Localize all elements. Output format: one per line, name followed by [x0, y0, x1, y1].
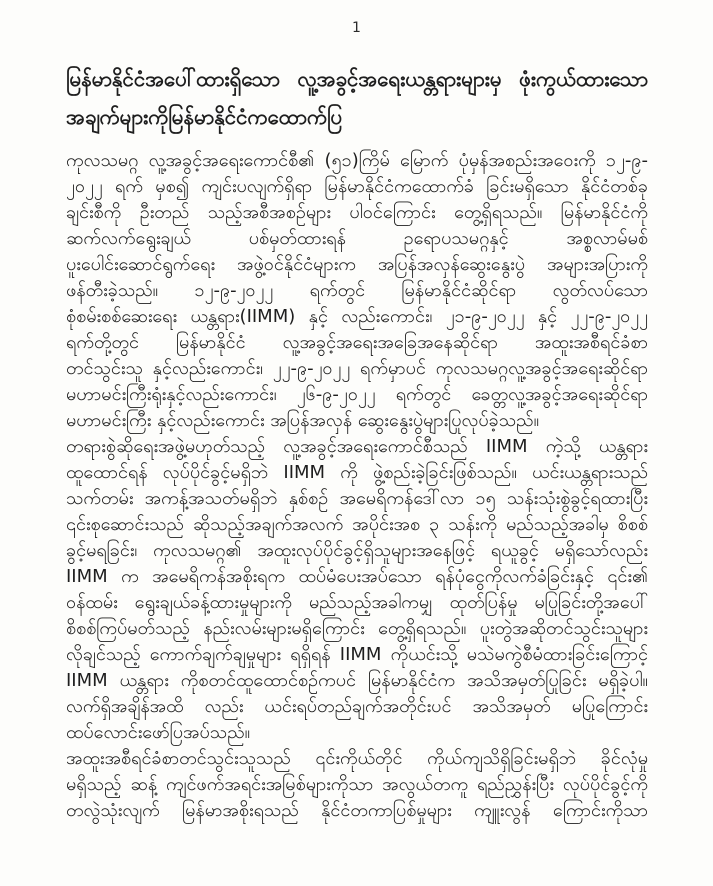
- paragraph: [66, 148, 648, 434]
- text-line: ဝန်ထမ်း ရွေးချယ်ခန့်ထားမှုများကို မည်သည့်အခါကမျှ ထုတ်ပြန်မှု မပြုခြင်းတို့အပေါ်: [66, 592, 648, 613]
- text-line: မဟာမင်းကြီးရုံးနှင့်လည်းကောင်း၊ ၂၆-၉-၂၀၂၂ ရက်တွင် ခေတ္တလူ့အခွင့်အရေးဆိုင်ရာ: [66, 384, 648, 405]
- paragraph: [66, 746, 648, 824]
- text-line: ၂၀၂၂ ရက် မှစ၍ ကျင်းပလျက်ရှိရာ မြန်မာနိုင်ငံကထောက်ခံ ခြင်းမရှိသော နိုင်ငံတစ်ခု: [66, 176, 648, 197]
- text-line: ရက်တို့တွင် မြန်မာနိုင်ငံ လူ့အခွင့်အရေးအခြေအနေဆိုင်ရာ အထူးအစီရင်ခံစာ: [66, 332, 648, 353]
- text-line: ဖန်တီးခဲ့သည်။ ၁၂-၉-၂၀၂၂ ရက်တွင် မြန်မာနိုင်ငံဆိုင်ရာ လွတ်လပ်သော: [66, 280, 648, 301]
- text-line: ဆက်လက်ရွေးချယ် ပစ်မှတ်ထားရန် ဥရောပသမဂ္ဂနှင့် အစ္စလာမ်မစ်: [66, 228, 648, 249]
- title-line-2: အချက်များကိုမြန်မာနိုင်ငံကထောက်ပြ: [66, 105, 343, 129]
- text-line: လိုချင်သည့် ကောက်ချက်ချမှုများ ရရှိရန် IIMM ကိုယင်းသို့ မသဲမကွဲစီမံထားခြင်းကြောင့်: [66, 644, 648, 665]
- text-line: တရားစွဲဆိုရေးအဖွဲ့မဟုတ်သည့် လူ့အခွင့်အရေးကောင်စီသည် IIMM ကဲ့သို့ ယန္တရား: [66, 436, 648, 457]
- text-line: စုံစမ်းစစ်ဆေးရေး ယန္တရား(IIMM) နှင့် လည်းကောင်း၊ ၂၁-၉-၂၀၂၂ နှင့် ၂၂-၉-၂၀၂၂: [66, 306, 648, 327]
- document-body: [66, 148, 648, 824]
- text-line: ချင်းစီကို ဦးတည် သည့်အစီအစဉ်များ ပါဝင်ကြောင်း တွေ့ရှိရသည်။ မြန်မာနိုင်ငံကို: [66, 202, 648, 223]
- text-line: ၎င်းစုဆောင်းသည် ဆိုသည့်အချက်အလက် အပိုင်းအစ ၃ သန်းကို မည်သည့်အခါမှ စိစစ်: [66, 514, 648, 535]
- text-line: တင်သွင်းသူ နှင့်လည်းကောင်း၊ ၂၂-၉-၂၀၂၂ ရက်မှာပင် ကုလသမဂ္ဂလူ့အခွင့်အရေးဆိုင်ရာ: [66, 358, 648, 379]
- text-line: ထူထောင်ရန် လုပ်ပိုင်ခွင့်မရှိဘဲ IIMM ကို ဖွဲ့စည်းခဲ့ခြင်းဖြစ်သည်။ ယင်းယန္တရားသည်: [66, 462, 648, 483]
- document-title: [66, 60, 648, 136]
- page-number: 1: [352, 20, 361, 36]
- text-line: အထူးအစီရင်ခံစာတင်သွင်းသူသည် ၎င်းကိုယ်တိုင် ကိုယ်ကျသိရှိခြင်းမရှိဘဲ ခိုင်လုံမှု: [66, 748, 648, 769]
- text-line: မဟာမင်းကြီး နှင့်လည်းကောင်း အပြန်အလှန် ဆွေးနွေးပွဲများပြုလုပ်ခဲ့သည်။: [66, 410, 540, 431]
- text-line: ကုလသမဂ္ဂ လူ့အခွင့်အရေးကောင်စီ၏ (၅၁)ကြိမ် မြောက် ပုံမှန်အစည်းအဝေးကို ၁၂-၉-: [66, 150, 648, 171]
- text-line: ပူးပေါင်းဆောင်ရွက်ရေး အဖွဲ့ဝင်နိုင်ငံများက အပြန်အလှန်ဆွေးနွေးပွဲ အများအပြားကို: [66, 254, 648, 275]
- text-line: ထပ်လောင်းဖော်ပြအပ်သည်။: [66, 722, 251, 743]
- document-content: [66, 60, 648, 824]
- text-line: ခွင့်မရခြင်း၊ ကုလသမဂ္ဂ၏ အထူးလုပ်ပိုင်ခွင့်ရှိသူများအနေဖြင့် ရယူခွင့် မရှိသော်လည်း: [66, 540, 648, 561]
- text-line: IIMM က အမေရိကန်အစိုးရက ထပ်မံပေးအပ်သော ရန်ပုံငွေကိုလက်ခံခြင်းနှင့် ၎င်း၏: [66, 566, 648, 587]
- text-line: တလွဲသုံးလျက် မြန်မာအစိုးရသည် နိုင်ငံတကာပြစ်မှုများ ကျူးလွန် ကြောင်းကိုသာ: [66, 800, 648, 821]
- text-line: လက်ရှိအချိန်အထိ လည်း ယင်းရပ်တည်ချက်အတိုင်းပင် အသိအမှတ် မပြုကြောင်း: [66, 696, 648, 717]
- text-line: စိစစ်ကြပ်မတ်သည့် နည်းလမ်းများမရှိကြောင်း တွေ့ရှိရသည်။ ပူးတွဲအဆိုတင်သွင်းသူများ: [66, 618, 648, 639]
- text-line: IIMM ယန္တရား ကိုစတင်ထူထောင်စဉ်ကပင် မြန်မာနိုင်ငံက အသိအမှတ်ပြုခြင်း မရှိခဲ့ပါ။: [66, 670, 648, 691]
- title-line-1: မြန်မာနိုင်ငံအပေါ်ထားရှိသော လူ့အခွင့်အရေးယန္တရားများမှ ဖုံးကွယ်ထားသော: [66, 67, 648, 91]
- paragraph: [66, 434, 648, 746]
- text-line: မရှိသည့် ဆန့် ကျင်ဖက်အရင်းအမြစ်များကိုသာ အလွယ်တကူ ရည်ညွှန်းပြီး လုပ်ပိုင်ခွင့်ကို: [66, 774, 648, 795]
- text-line: သက်တမ်း အကန့်အသတ်မရှိဘဲ နှစ်စဉ် အမေရိကန်ဒေါ်လာ ၁၅ သန်းသုံးစွဲခွင့်ရထားပြီး: [66, 488, 648, 509]
